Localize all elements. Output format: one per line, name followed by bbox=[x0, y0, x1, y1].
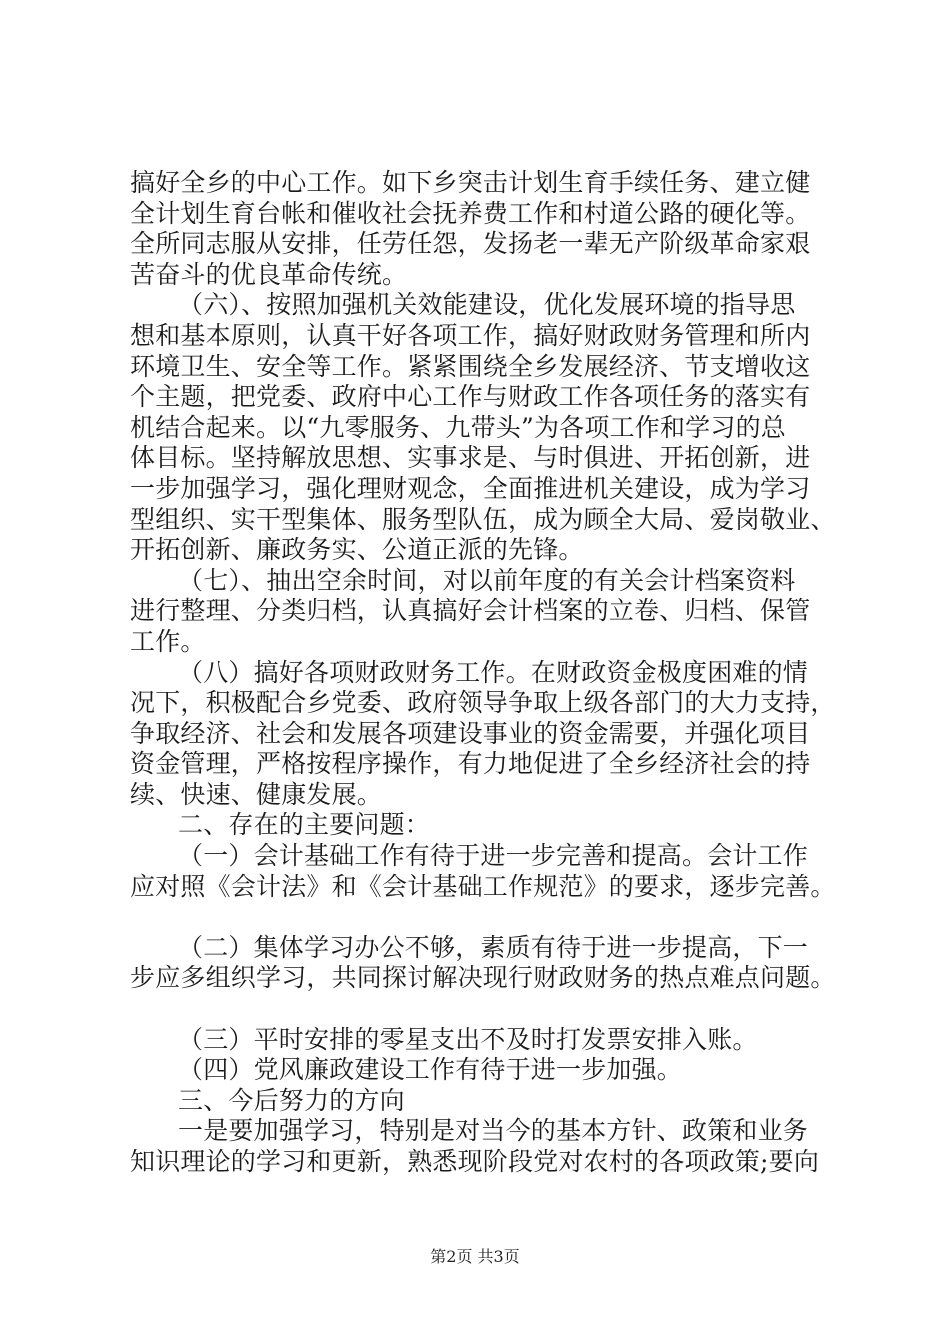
text-line: 全计划生育台帐和催收社会抚养费工作和村道公路的硬化等。 bbox=[130, 198, 811, 228]
text-line: 开拓创新、廉政务实、公道正派的先锋。 bbox=[130, 535, 584, 565]
text-line: 型组织、实干型集体、服务型队伍，成为顾全大局、爱岗敬业、 bbox=[130, 504, 836, 534]
document-body bbox=[130, 168, 850, 1178]
text-line: （二）集体学习办公不够，素质有待于进一步提高，下一 bbox=[178, 932, 809, 962]
text-line: （六）、按照加强机关效能建设，优化发展环境的指导思 bbox=[178, 290, 796, 320]
text-line bbox=[130, 902, 850, 933]
text-line: 机结合起来。以“九零服务、九带头”为各项工作和学习的总 bbox=[130, 412, 786, 442]
text-line: 搞好全乡的中心工作。如下乡突击计划生育手续任务、建立健 bbox=[130, 168, 811, 197]
text-line: 一是要加强学习，特别是对当今的基本方针、政策和业务 bbox=[178, 1116, 809, 1146]
text-line: 应对照《会计法》和《会计基础工作规范》的要求，逐步完善。 bbox=[130, 871, 836, 901]
text-line: （八）搞好各项财政财务工作。在财政资金极度困难的情 bbox=[178, 657, 809, 687]
text-line: 续、快速、健康发展。 bbox=[130, 779, 383, 809]
text-line: 全所同志服从安排，任劳任怨，发扬老一辈无产阶级革命家艰 bbox=[130, 229, 811, 259]
text-line: （四）党风廉政建设工作有待于进一步加强。 bbox=[178, 1055, 683, 1085]
text-line: 想和基本原则，认真干好各项工作，搞好财政财务管理和所内 bbox=[130, 320, 811, 350]
text-line: 一步加强学习，强化理财观念，全面推进机关建设，成为学习 bbox=[130, 473, 811, 503]
page-footer: 第2页 共3页 bbox=[430, 1247, 520, 1266]
text-line: 环境卫生、安全等工作。紧紧围绕全乡发展经济、节支增收这 bbox=[130, 351, 811, 381]
text-line: 三、今后努力的方向 bbox=[178, 1085, 405, 1115]
text-line: 争取经济、社会和发展各项建设事业的资金需要，并强化项目 bbox=[130, 718, 811, 748]
text-line: 工作。 bbox=[130, 626, 206, 656]
text-line: （三）平时安排的零星支出不及时打发票安排入账。 bbox=[178, 1024, 758, 1054]
text-line: 体目标。坚持解放思想、实事求是、与时俱进、开拓创新，进 bbox=[130, 443, 811, 473]
text-line: 二、存在的主要问题： bbox=[178, 810, 431, 840]
text-line: 知识理论的学习和更新，熟悉现阶段党对农村的各项政策;要向 bbox=[130, 1147, 820, 1176]
text-line bbox=[130, 994, 850, 1025]
text-line: （七）、抽出空余时间，对以前年度的有关会计档案资料 bbox=[178, 565, 796, 595]
text-line: 进行整理、分类归档，认真搞好会计档案的立卷、归档、保管 bbox=[130, 596, 811, 626]
text-line: 苦奋斗的优良革命传统。 bbox=[130, 259, 408, 289]
text-line: 况下，积极配合乡党委、政府领导争取上级各部门的大力支持， bbox=[130, 688, 836, 718]
text-line: 资金管理，严格按程序操作，有力地促进了全乡经济社会的持 bbox=[130, 749, 811, 779]
text-line: （一）会计基础工作有待于进一步完善和提高。会计工作 bbox=[178, 841, 809, 871]
text-line: 个主题，把党委、政府中心工作与财政工作各项任务的落实有 bbox=[130, 382, 811, 412]
text-line: 步应多组织学习，共同探讨解决现行财政财务的热点难点问题。 bbox=[130, 963, 836, 993]
